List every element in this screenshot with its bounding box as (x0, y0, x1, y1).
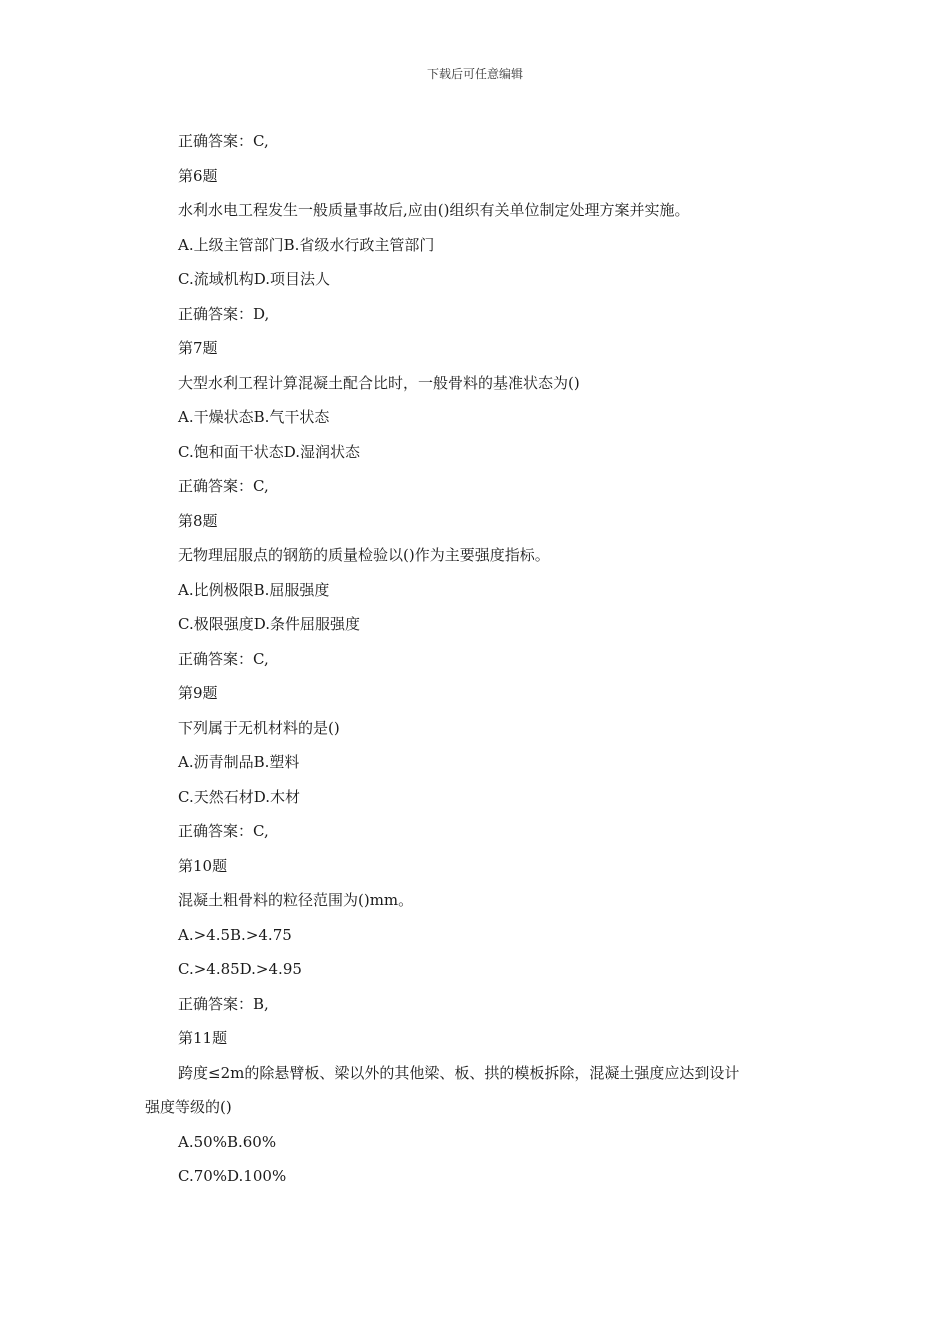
page-header: 下载后可任意编辑 (426, 67, 523, 81)
question-number: 第9题 (178, 684, 218, 702)
options-line: C.流域机构D.项目法人 (178, 270, 330, 288)
options-line: A.干燥状态B.气干状态 (178, 408, 330, 426)
options-line: A.上级主管部门B.省级水行政主管部门 (178, 235, 435, 254)
question-text-continued: 强度等级的() (145, 1098, 232, 1116)
answer-line: 正确答案：C, (178, 822, 269, 840)
question-text: 无物理屈服点的钢筋的质量检验以()作为主要强度指标。 (178, 546, 550, 564)
options-line: A.>4.5B.>4.75 (178, 925, 292, 944)
answer-line: 正确答案：C, (178, 477, 269, 495)
options-line: C.饱和面干状态D.湿润状态 (178, 442, 360, 461)
question-text: 水利水电工程发生一般质量事故后,应由()组织有关单位制定处理方案并实施。 (178, 201, 690, 219)
options-line: A.比例极限B.屈服强度 (178, 580, 330, 599)
question-number: 第7题 (178, 339, 218, 357)
options-line: C.>4.85D.>4.95 (178, 960, 302, 978)
question-number: 第8题 (178, 511, 218, 530)
question-number: 第11题 (178, 1029, 228, 1047)
answer-line: 正确答案：C, (178, 132, 269, 150)
options-line: C.极限强度D.条件屈服强度 (178, 615, 360, 633)
answer-line: 正确答案：C, (178, 649, 269, 668)
options-line: C.70%D.100% (178, 1167, 287, 1185)
question-text: 混凝土粗骨料的粒径范围为()mm。 (178, 891, 414, 909)
options-line: C.天然石材D.木材 (178, 787, 300, 806)
question-text: 下列属于无机材料的是() (178, 718, 340, 737)
document-body (0, 124, 950, 1194)
options-line: A.沥青制品B.塑料 (178, 753, 300, 771)
question-text: 跨度≤2m的除悬臂板、梁以外的其他梁、板、拱的模板拆除，混凝土强度应达到设计 (178, 1063, 740, 1082)
question-text: 大型水利工程计算混凝土配合比时，一般骨料的基准状态为() (178, 373, 580, 392)
question-number: 第6题 (178, 166, 218, 185)
question-number: 第10题 (178, 856, 228, 875)
answer-line: 正确答案：D, (178, 304, 270, 323)
answer-line: 正确答案：B, (178, 994, 269, 1013)
options-line: A.50%B.60% (178, 1132, 277, 1151)
